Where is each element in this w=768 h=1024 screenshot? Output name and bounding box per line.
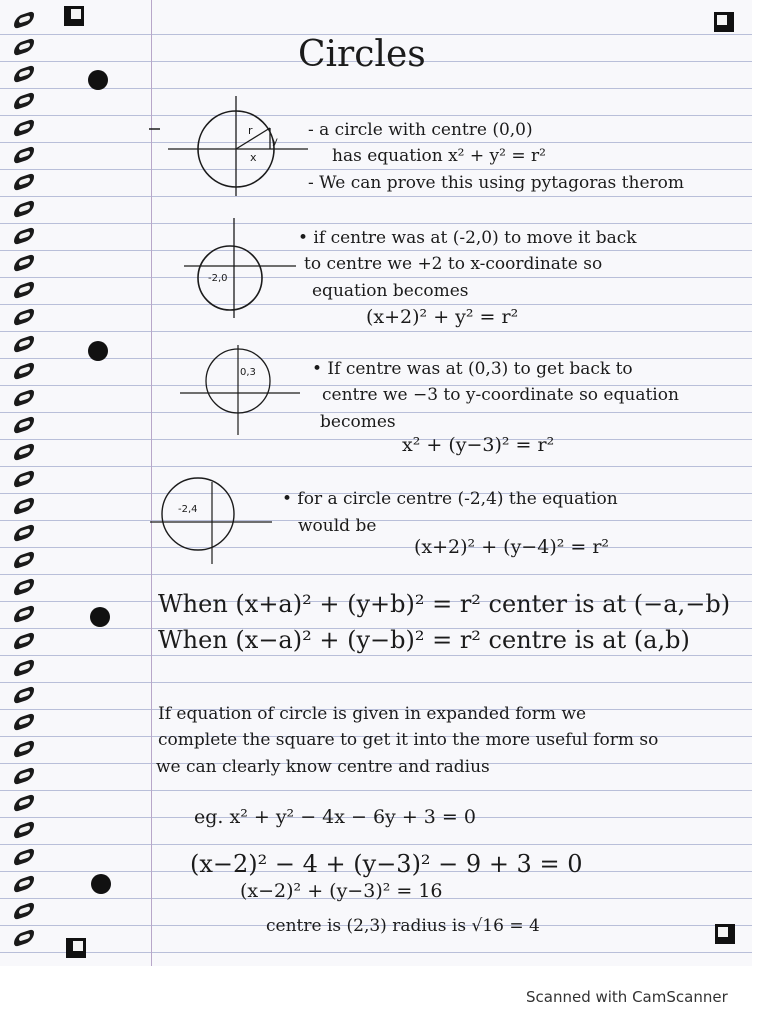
note-line: • If centre was at (0,3) to get back to [312,359,633,379]
note-line: • if centre was at (-2,0) to move it back [298,228,637,248]
y-label: y [272,136,278,147]
punch-hole [90,607,110,627]
punch-hole [88,341,108,361]
example-line: (x−2)² + (y−3)² = 16 [240,880,443,902]
spiral-ring [14,497,34,515]
spiral-ring [14,389,34,407]
spiral-ring [14,119,34,137]
spiral-binding [0,0,50,966]
example-line: eg. x² + y² − 4x − 6y + 3 = 0 [194,806,476,828]
punch-hole [91,874,111,894]
spiral-ring [14,92,34,110]
note-line: would be [298,516,377,536]
equation: (x+2)² + y² = r² [366,306,519,328]
equation: (x+2)² + (y−4)² = r² [414,536,610,558]
spiral-ring [14,686,34,704]
spiral-ring [14,902,34,920]
rule-line: When (x+a)² + (y+b)² = r² center is at (−a,−b) [158,590,731,618]
spiral-ring [14,308,34,326]
spiral-ring [14,875,34,893]
example-line: centre is (2,3) radius is √16 = 4 [266,916,540,936]
note-line: becomes [320,412,396,432]
rule-line: When (x−a)² + (y−b)² = r² centre is at (a,b) [158,626,690,654]
note-line: complete the square to get it into the more useful form so [158,730,659,750]
spiral-ring [14,848,34,866]
page-title: Circles [298,34,426,75]
note-line: - a circle with centre (0,0) [308,120,533,140]
spiral-ring [14,767,34,785]
scan-corner-marker [64,6,84,26]
spiral-ring [14,605,34,623]
spiral-ring [14,821,34,839]
note-line: centre we −3 to y-coordinate so equation [322,385,679,405]
spiral-ring [14,470,34,488]
note-line: we can clearly know centre and radius [156,757,490,777]
circle-shifted-xy-diagram [150,474,280,564]
spiral-ring [14,11,34,29]
spiral-ring [14,713,34,731]
spiral-ring [14,38,34,56]
radius-label: r [248,124,253,137]
spiral-ring [14,173,34,191]
note-line: equation becomes [312,281,469,301]
spiral-ring [14,794,34,812]
note-line: If equation of circle is given in expanded form we [158,704,587,724]
spiral-ring [14,146,34,164]
note-line: to centre we +2 to x-coordinate so [304,254,603,274]
x-label: x [250,151,257,164]
circle-shifted-y-diagram [180,345,300,435]
spiral-ring [14,65,34,83]
spiral-ring [14,227,34,245]
spiral-ring [14,362,34,380]
spiral-ring [14,281,34,299]
dash-mark [148,122,162,136]
centre-label: -2,4 [178,504,198,515]
spiral-ring [14,200,34,218]
spiral-ring [14,551,34,569]
scan-corner-marker [715,924,735,944]
spiral-ring [14,443,34,461]
spiral-ring [14,416,34,434]
punch-hole [88,70,108,90]
note-line: has equation x² + y² = r² [332,146,546,166]
equation: x² + (y−3)² = r² [402,434,555,456]
spiral-ring [14,632,34,650]
spiral-ring [14,740,34,758]
scan-corner-marker [714,12,734,32]
example-line: (x−2)² − 4 + (y−3)² − 9 + 3 = 0 [190,850,583,878]
spiral-ring [14,578,34,596]
spiral-ring [14,929,34,947]
circle-origin-diagram [168,96,308,196]
centre-label: -2,0 [208,273,228,284]
spiral-ring [14,335,34,353]
spiral-ring [14,524,34,542]
spiral-ring [14,254,34,272]
circle-shifted-x-diagram [176,218,296,318]
note-line: • for a circle centre (-2,4) the equation [282,489,618,509]
centre-label: 0,3 [240,367,256,378]
note-line: - We can prove this using pytagoras therom [308,173,684,193]
scan-corner-marker [66,938,86,958]
scanner-watermark: Scanned with CamScanner [526,988,728,1006]
spiral-ring [14,659,34,677]
